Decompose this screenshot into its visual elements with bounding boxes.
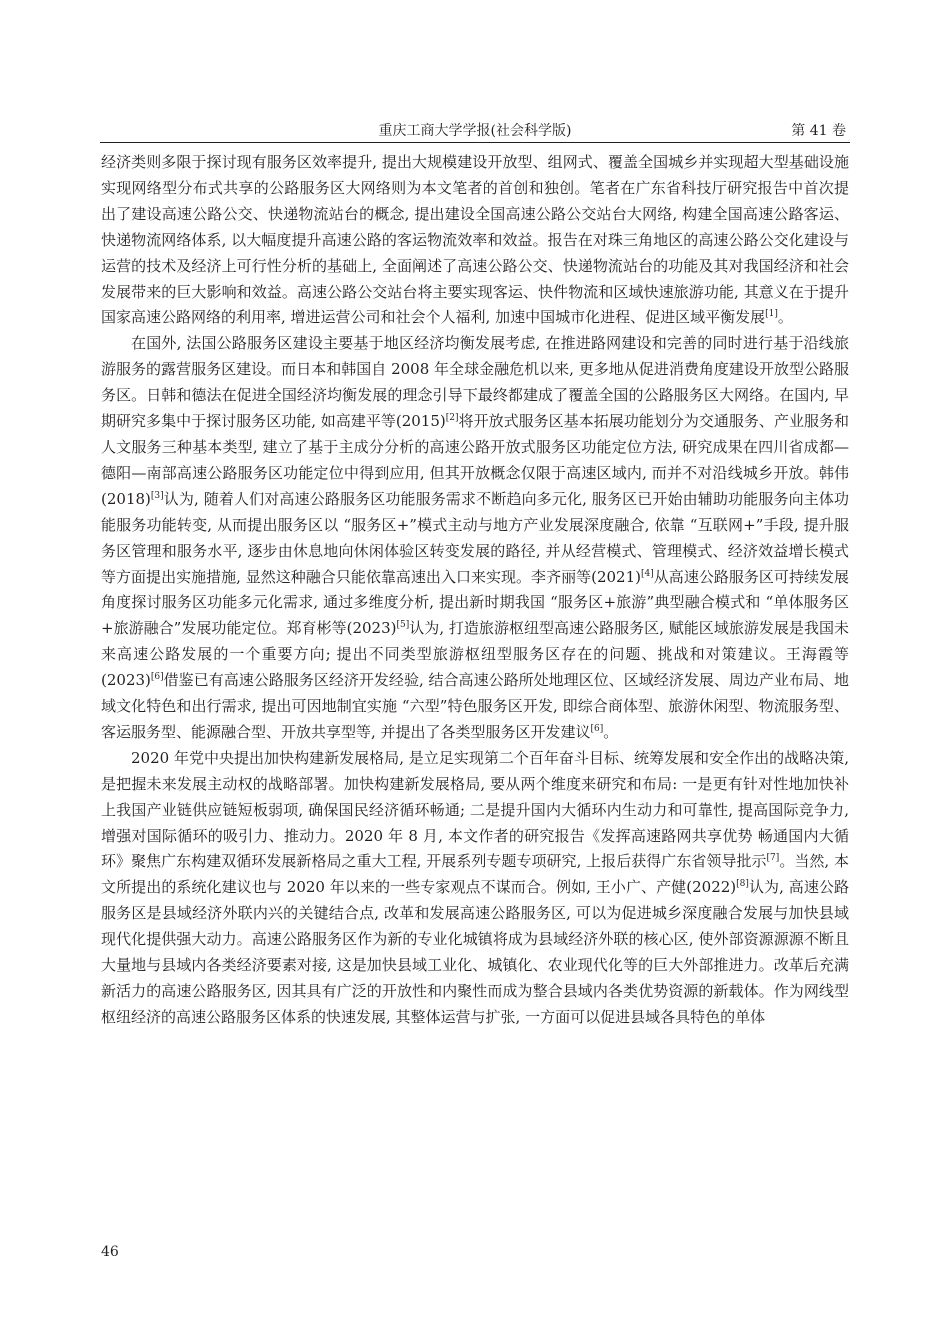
journal-title: 重庆工商大学学报(社会科学版) [378, 123, 572, 139]
paragraph-2-text-3: 认为, 随着人们对高速公路服务区功能服务需求不断趋向多元化, 服务区已开始由辅助功能服务向主体功能服务功能转变, 从而提出服务区以 “服务区+”模式主动与地方产业发展深度融合, 依靠 “互联网+”手段, 提升服务区管理和服务水平, 逐步由休息地向休闲体验区转变发展的路径, 并从经营模式、管理模式、经济效益增长模式等方面提出实施措施, 显然这种融合只能依靠高速出入口来实现。李齐丽等(2021) [101, 489, 849, 586]
citation-4: [4] [641, 568, 654, 579]
citation-3: [3] [150, 490, 164, 501]
paragraph-2-text-4: 从高速公路服务区可持续发展角度探讨服务区功能多元化需求, 通过多维度分析, 提出新时期我国 “服务区+旅游”典型融合模式和 “单体服务区+旅游融合”发展功能定位。郑育彬等(2023) [101, 567, 849, 638]
paragraph-1 [101, 150, 849, 331]
paragraph-2-text-7: 。 [603, 722, 619, 741]
paragraph-3-text-3: 认为, 高速公路服务区是县域经济外联内兴的关键结合点, 改革和发展高速公路服务区, 可以为促进城乡深度融合发展与加快县域现代化提供强大动力。高速公路服务区作为新的专业化城镇将成为县域经济外联的核心区, 使外部资源源源不断且大量地与县域内各类经济要素对接, 这是加快县域工业化、城镇化、农业现代化等的巨大外部推进力。改革后充满新活力的高速公路服务区, 因其具有广泛的开放性和内聚性而成为整合县域内各类优势资源的新载体。作为网线型枢纽经济的高速公路服务区体系的快速发展, 其整体运营与扩张, 一方面可以促进县域各具特色的单体 [101, 878, 849, 1026]
volume-number: 第 41 卷 [791, 123, 846, 139]
paragraph-3-text-1: 2020 年党中央提出加快构建新发展格局, 是立足实现第二个百年奋斗目标、统筹发展和安全作出的战略决策, 是把握未来发展主动权的战略部署。加快构建新发展格局, 要从两个维度来研究和布局: 一是更有针对性地加快补上我国产业链供应链短板弱项, 确保国民经济循环畅通; 二是提升国内大循环内生动力和可靠性, 提高国际竞争力, 增强对国际循环的吸引力、推动力。2020 年 8 月, 本文作者的研究报告《发挥高速路网共享优势 畅通国内大循环》聚焦广东构建双循环发展新格局之重大工程, 开展系列专题专项研究, 上报后获得广东省领导批示 [101, 748, 849, 871]
citation-5: [5] [396, 620, 410, 631]
paragraph-3-text-2: 。当然, 本文所提出的系统化建议也与 2020 年以来的一些专家观点不谋而合。例如, 王小广、产健(2022) [101, 852, 849, 897]
page-number: 46 [101, 1244, 119, 1260]
paragraph-2 [101, 331, 849, 746]
paragraph-2-text-5: 认为, 打造旅游枢纽型高速公路服务区, 赋能区域旅游发展是我国未来高速公路发展的一个重要方向; 提出不同类型旅游枢纽型服务区存在的问题、挑战和对策建议。王海霞等(2023) [101, 619, 849, 690]
paragraph-2-text-6: 借鉴已有高速公路服务区经济开发经验, 结合高速公路所处地理区位、区域经济发展、周边产业布局、地域文化特色和出行需求, 提出可因地制宜实施 “六型”特色服务区开发, 即综合商体型、旅游休闲型、物流服务型、客运服务型、能源融合型、开放共享型等, 并提出了各类型服务区开发建议 [101, 671, 849, 741]
paragraph-3 [101, 746, 849, 1031]
citation-8: [8] [736, 879, 749, 890]
citation-1: [1] [765, 309, 778, 320]
citation-7: [7] [766, 853, 780, 864]
running-header [100, 118, 850, 143]
paragraph-1-text-2: 。 [777, 308, 793, 327]
paragraph-1-text-1: 经济类则多限于探讨现有服务区效率提升, 提出大规模建设开放型、组网式、覆盖全国城乡并实现超大型基础设施实现网络型分布式共享的公路服务区大网络则为本文笔者的首创和独创。笔者在广东省科技厅研究报告中首次提出了建设高速公路公交、快递物流站台的概念, 提出建设全国高速公路公交站台大网络, 构建全国高速公路客运、快递物流网络体系, 以大幅度提升高速公路的客运物流效率和效益。报告在对珠三角地区的高速公路公交化建设与运营的技术及经济上可行性分析的基础上, 全面阐述了高速公路公交、快递物流站台的功能及其对我国经济和社会发展带来的巨大影响和效益。高速公路公交站台将主要实现客运、快件物流和区域快速旅游功能, 其意义在于提升国家高速公路网络的利用率, 增进运营公司和社会个人福利, 加速中国城市化进程、促进区域平衡发展 [101, 153, 849, 327]
paragraph-2-text-2: 将开放式服务区基本拓展功能划分为交通服务、产业服务和人文服务三种基本类型, 建立了基于主成分分析的高速公路开放式服务区功能定位方法, 研究成果在四川省成都—德阳—南部高速公路服务区功能定位中得到应用, 但其开放概念仅限于高速区域内, 而并不对沿线城乡开放。韩伟(2018) [101, 412, 849, 508]
citation-6b: [6] [590, 723, 604, 734]
citation-6: [6] [150, 672, 164, 683]
citation-2: [2] [445, 413, 459, 424]
paragraph-2-text-1: 在国外, 法国公路服务区建设主要基于地区经济均衡发展考虑, 在推进路网建设和完善的同时进行基于沿线旅游服务的露营服务区建设。而日本和韩国自 2008 年全球金融危机以来, 更多地从促进消费角度建设开放型公路服务区。日韩和德法在促进全国经济均衡发展的理念引导下最终都建成了覆盖全国的公路服务区大网络。在国内, 早期研究多集中于探讨服务区功能, 如高建平等(2015) [101, 334, 849, 431]
article-body [101, 150, 849, 1031]
